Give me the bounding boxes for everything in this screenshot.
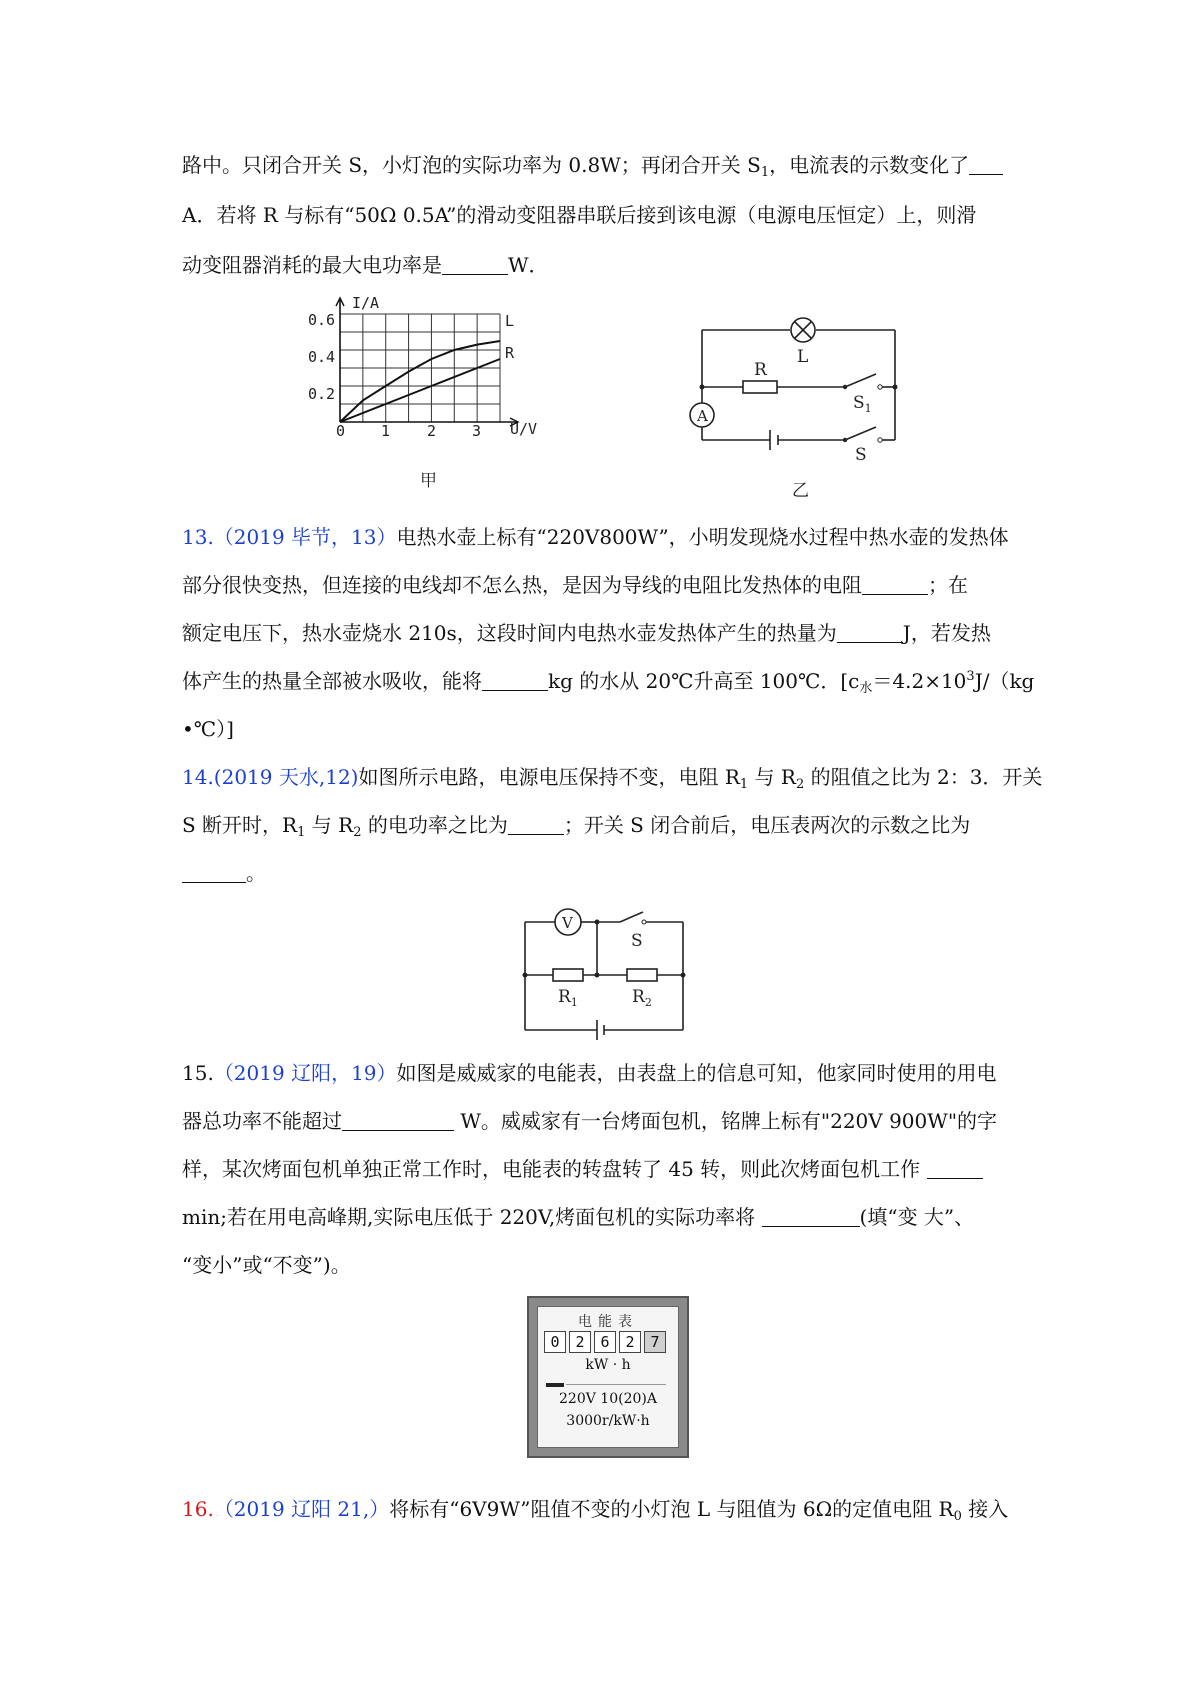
- y-axis-label: I/A: [352, 296, 380, 312]
- meter-digit: 6: [594, 1331, 616, 1353]
- q14-line3: [182, 858, 1022, 888]
- q13-line4: [182, 666, 1035, 696]
- circuit-diagram-2: [515, 900, 695, 1040]
- q14-text: 的电功率之比为: [361, 813, 508, 837]
- x-tick: 3: [472, 422, 482, 440]
- q12-text: 动变阻器消耗的最大电功率是: [182, 253, 442, 277]
- q15-line3: [182, 1154, 1022, 1184]
- q14-line2: [182, 810, 1022, 840]
- q15-text: “变小”或“不变”)。: [182, 1253, 351, 1277]
- answer-blank[interactable]: [969, 154, 1003, 175]
- answer-blank[interactable]: [182, 862, 246, 883]
- y-tick: 0.4: [308, 348, 336, 366]
- q15-text: min;若在用电高峰期,实际电压低于 220V,烤面包机的实际功率将: [182, 1205, 756, 1229]
- q15-line4: [182, 1202, 1022, 1232]
- lamp-label: L: [797, 347, 809, 367]
- q13-text: 体产生的热量全部被水吸收，能将: [182, 669, 482, 693]
- q13-text: kg 的水从 20℃升高至 100℃．[c: [548, 669, 860, 693]
- q13-text: 电热水壶上标有“220V800W”，小明发现烧水过程中热水壶的发热体: [396, 525, 1009, 549]
- x-tick: 0: [336, 422, 346, 440]
- answer-blank[interactable]: [927, 1158, 983, 1179]
- r2-label: $R_2$: [632, 987, 652, 1009]
- subscript: 2: [795, 777, 805, 792]
- q13-text: ＝4.2×10: [872, 669, 967, 693]
- meter-digits: [544, 1331, 669, 1353]
- q12-text: ，电流表的示数变化了: [769, 153, 970, 177]
- question-number: 16.: [182, 1497, 214, 1521]
- q13-text: 额定电压下，热水壶烧水 210s，这段时间内电热水壶发热体产生的热量为: [182, 621, 837, 645]
- superscript: 3: [966, 669, 975, 684]
- q12-line2: [182, 200, 1022, 230]
- x-axis-label: U/V: [510, 420, 538, 438]
- answer-blank[interactable]: [442, 254, 508, 275]
- q15-text: 样，某次烤面包机单独正常工作时，电能表的转盘转了 45 转，则此次烤面包机工作: [182, 1157, 921, 1181]
- q14-text: ；开关 S 闭合前后，电压表两次的示数之比为: [563, 813, 971, 837]
- subscript: 水: [859, 681, 873, 696]
- question-label: （2019 辽阳，19）: [213, 1061, 397, 1085]
- switch-label: S: [631, 931, 643, 951]
- q15-line2: [182, 1106, 1022, 1136]
- answer-blank[interactable]: [762, 1206, 860, 1227]
- subscript: 0: [953, 1509, 962, 1524]
- iu-graph: [300, 296, 550, 496]
- r1-label: $R_1$: [558, 987, 578, 1009]
- q13-text: 部分很快变热，但连接的电线却不怎么热，是因为导线的电阻比发热体的电阻: [182, 573, 862, 597]
- meter-divider: [566, 1384, 666, 1385]
- answer-blank[interactable]: [508, 814, 564, 835]
- q12-text: 路中。只闭合开关 S，小灯泡的实际功率为 0.8W；再闭合开关 S: [182, 153, 761, 177]
- q15-text: (填“变 大”、: [859, 1205, 975, 1229]
- q15-text: 器总功率不能超过: [182, 1109, 342, 1133]
- answer-blank[interactable]: [482, 670, 548, 691]
- meter-title: 电能表: [578, 1314, 638, 1330]
- x-tick: 2: [427, 422, 437, 440]
- q14-text: 如图所示电路，电源电压保持不变，电阻 R: [358, 765, 740, 789]
- q13-line2: [182, 570, 1022, 600]
- q14-line1: [182, 762, 1043, 792]
- subscript: 1: [760, 165, 770, 180]
- meter-disk-mark: [546, 1383, 564, 1387]
- meter-unit: kW · h: [585, 1357, 631, 1373]
- q14-text: 与 R: [305, 813, 354, 837]
- meter-rating: 220V 10(20)A: [559, 1391, 657, 1407]
- q14-text: S 断开时，R: [182, 813, 298, 837]
- graph-grid: [336, 298, 518, 426]
- question-label: 13.（2019 毕节，13）: [182, 525, 397, 549]
- answer-blank[interactable]: [342, 1110, 454, 1131]
- q14-text: 与 R: [748, 765, 796, 789]
- y-tick: 0.2: [308, 385, 336, 403]
- meter-face: [537, 1306, 679, 1448]
- curve-label-r: R: [505, 344, 515, 362]
- question-number: 15.: [182, 1061, 214, 1085]
- subscript: 1: [739, 777, 749, 792]
- series-line-l: [340, 341, 500, 422]
- q15-text: 如图是威威家的电能表，由表盘上的信息可知，他家同时使用的用电: [396, 1061, 997, 1085]
- q12-text: A．若将 R 与标有“50Ω 0.5A”的滑动变阻器串联后接到该电源（电源电压恒定）上，则滑: [182, 203, 977, 227]
- switch1-label: $S_1$: [853, 393, 872, 415]
- q13-line3: [182, 618, 1022, 648]
- q12-line1: [182, 150, 1022, 180]
- subscript: 2: [353, 825, 362, 840]
- meter-digit: 0: [544, 1331, 566, 1353]
- q16-text: 将标有“6V9W”阻值不变的小灯泡 L 与阻值为 6Ω的定值电阻 R: [389, 1497, 954, 1521]
- figure-caption: 乙: [792, 481, 809, 500]
- q13-line1: [182, 522, 1022, 552]
- q16-text: 接入: [961, 1497, 1009, 1521]
- q15-line1: [182, 1058, 1022, 1088]
- q12-text: W．: [508, 253, 549, 277]
- q13-text: •℃）]: [182, 717, 234, 741]
- question-label: （2019 辽阳 21,）: [213, 1497, 390, 1521]
- y-tick: 0.6: [308, 311, 336, 329]
- answer-blank[interactable]: [862, 574, 928, 595]
- q13-line5: [182, 714, 1022, 744]
- meter-digit: 7: [644, 1331, 666, 1353]
- q14-text: 的阻值之比为 2：3．开关: [804, 765, 1043, 789]
- circuit-diagram-1: [680, 300, 920, 500]
- q13-text: J，若发热: [902, 621, 991, 645]
- q15-text: W。威威家有一台烤面包机，铭牌上标有"220V 900W"的字: [454, 1109, 998, 1133]
- switch2-label: S: [855, 445, 867, 465]
- meter-digit: 2: [569, 1331, 591, 1353]
- meter-digit: 2: [619, 1331, 641, 1353]
- q12-line3: [182, 250, 1022, 280]
- q13-text: J/（kg: [974, 669, 1035, 693]
- answer-blank[interactable]: [837, 622, 903, 643]
- meter-revs: 3000r/kW·h: [566, 1413, 650, 1429]
- curve-label-l: L: [505, 312, 515, 330]
- q15-line5: [182, 1250, 1022, 1280]
- voltmeter-icon: V: [562, 914, 573, 932]
- q13-text: ；在: [928, 573, 968, 597]
- q14-text: 。: [246, 861, 266, 885]
- resistor-label: R: [754, 360, 767, 380]
- figure-caption: 甲: [420, 471, 437, 491]
- question-label: 14.(2019 天水,12): [182, 765, 359, 789]
- x-tick: 1: [381, 422, 391, 440]
- subscript: 1: [297, 825, 306, 840]
- q16-line1: [182, 1494, 1022, 1524]
- ammeter-icon: A: [697, 407, 708, 425]
- electric-meter: [527, 1296, 689, 1458]
